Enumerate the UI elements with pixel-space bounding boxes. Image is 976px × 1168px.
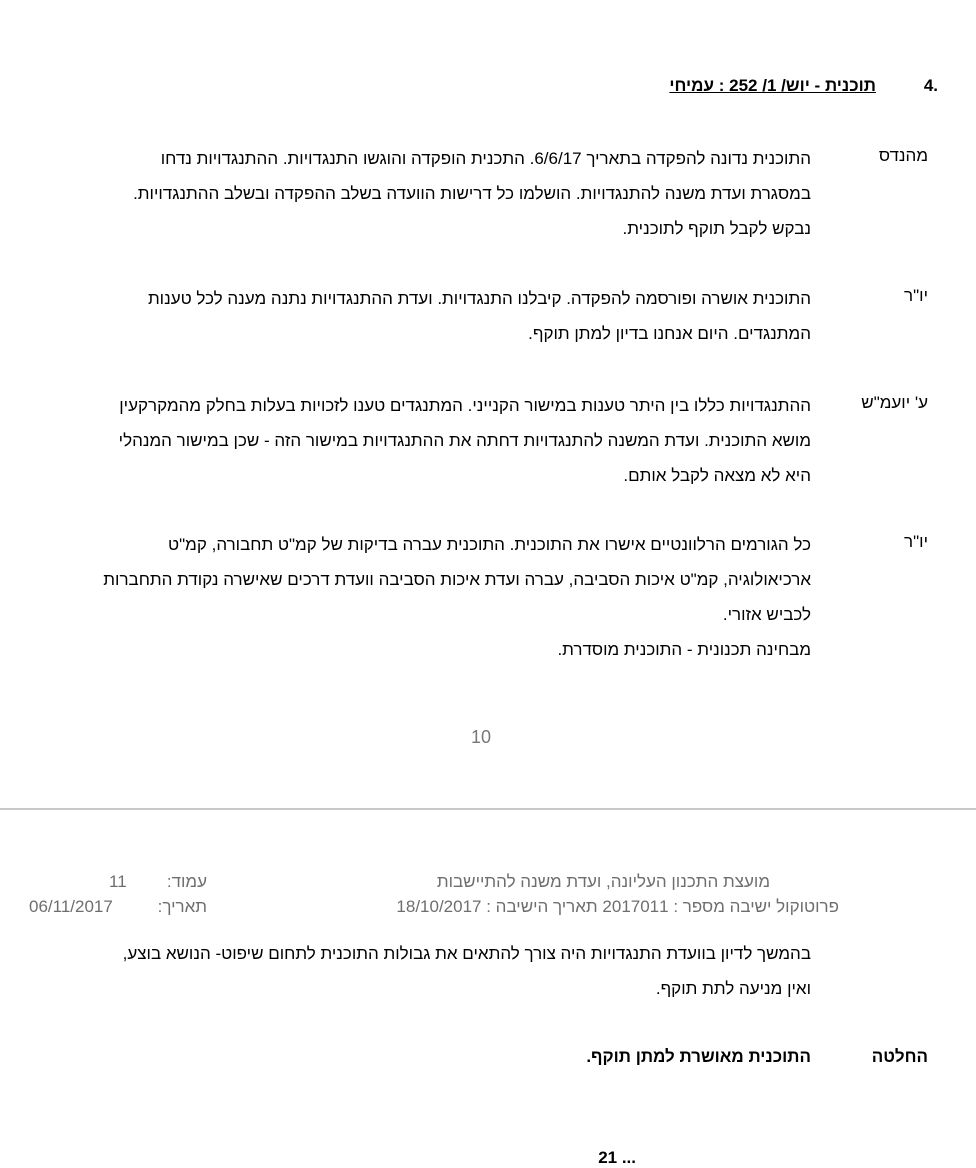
speaker-chair: יו"ר	[904, 532, 928, 551]
header-org: מועצת התכנון העליונה, ועדת משנה להתיישבות	[436, 872, 770, 891]
header-date-label: תאריך:	[157, 897, 207, 916]
statement-paragraph	[33, 527, 811, 667]
decision-label: החלטה	[871, 1047, 928, 1066]
continuation-line: ואין מניעה לתת תוקף.	[655, 979, 811, 998]
cut-off-heading: 21 ...	[598, 1148, 636, 1167]
page-separator	[0, 808, 976, 810]
statement-line: מושא התוכנית. ועדת המשנה להתנגדויות דחתה את ההתנגדויות במישור הזה - שכן במישור המנהלי	[118, 431, 811, 450]
statement-line: המתנגדים. היום אנחנו בדיון למתן תוקף.	[528, 324, 811, 343]
header-page-label: עמוד:	[166, 872, 207, 891]
speaker-chair: יו"ר	[904, 286, 928, 305]
statement-line: ההתנגדויות כללו בין היתר טענות במישור הקנייני. המתנגדים טענו לזכויות בעלות בחלק מהמקרקעין	[119, 396, 811, 415]
continuation-line: בהמשך לדיון בוועדת התנגדויות היה צורך להתאים את גבולות התוכנית לתחום שיפוט- הנושא בוצע,	[122, 944, 811, 963]
statement-line: נבקש לקבל תוקף לתוכנית.	[622, 219, 811, 238]
statement-paragraph	[33, 141, 811, 246]
item-title: תוכנית - יוש/ 1/ 252 : עמיחי	[669, 76, 876, 95]
statement-line: כל הגורמים הרלוונטיים אישרו את התוכנית. התוכנית עברה בדיקות של קמ"ט תחבורה, קמ"ט	[168, 535, 811, 554]
statement-line: היא לא מצאה לקבל אותם.	[623, 466, 811, 485]
decision-text: התוכנית מאושרת למתן תוקף.	[586, 1047, 811, 1066]
speaker-engineer: מהנדס	[878, 146, 928, 165]
statement-line: התוכנית נדונה להפקדה בתאריך 6/6/17. התכנית הופקדה והוגשו התנגדויות. ההתנגדויות נדחו	[160, 149, 811, 168]
continuation-paragraph	[33, 936, 811, 1006]
page-number: 10	[470, 727, 492, 747]
statement-paragraph	[33, 281, 811, 351]
statement-line: מבחינה תכנונית - התוכנית מוסדרת.	[557, 640, 811, 659]
speaker-legal-advisor: ע' יועמ"ש	[861, 393, 928, 412]
header-protocol: פרוטוקול ישיבה מספר : 2017011 תאריך הישיבה : 18/10/2017	[396, 897, 839, 916]
header-page-value: 11	[109, 872, 127, 891]
item-number: 4.	[923, 76, 938, 95]
statement-line: לכביש אזורי.	[722, 605, 811, 624]
statement-line: במסגרת ועדת משנה להתנגדויות. הושלמו כל דרישות הוועדה בשלב ההפקדה ובשלב ההתנגדויות.	[133, 184, 811, 203]
statement-paragraph	[33, 388, 811, 493]
statement-line: ארכיאולוגיה, קמ"ט איכות הסביבה, עברה ועדת איכות הסביבה וועדת דרכים שאישרה נקודת התחברות	[103, 570, 811, 589]
statement-line: התוכנית אושרה ופורסמה להפקדה. קיבלנו התנגדויות. ועדת ההתנגדויות נתנה מענה לכל טענות	[147, 289, 811, 308]
header-date-value: 06/11/2017	[29, 897, 113, 916]
